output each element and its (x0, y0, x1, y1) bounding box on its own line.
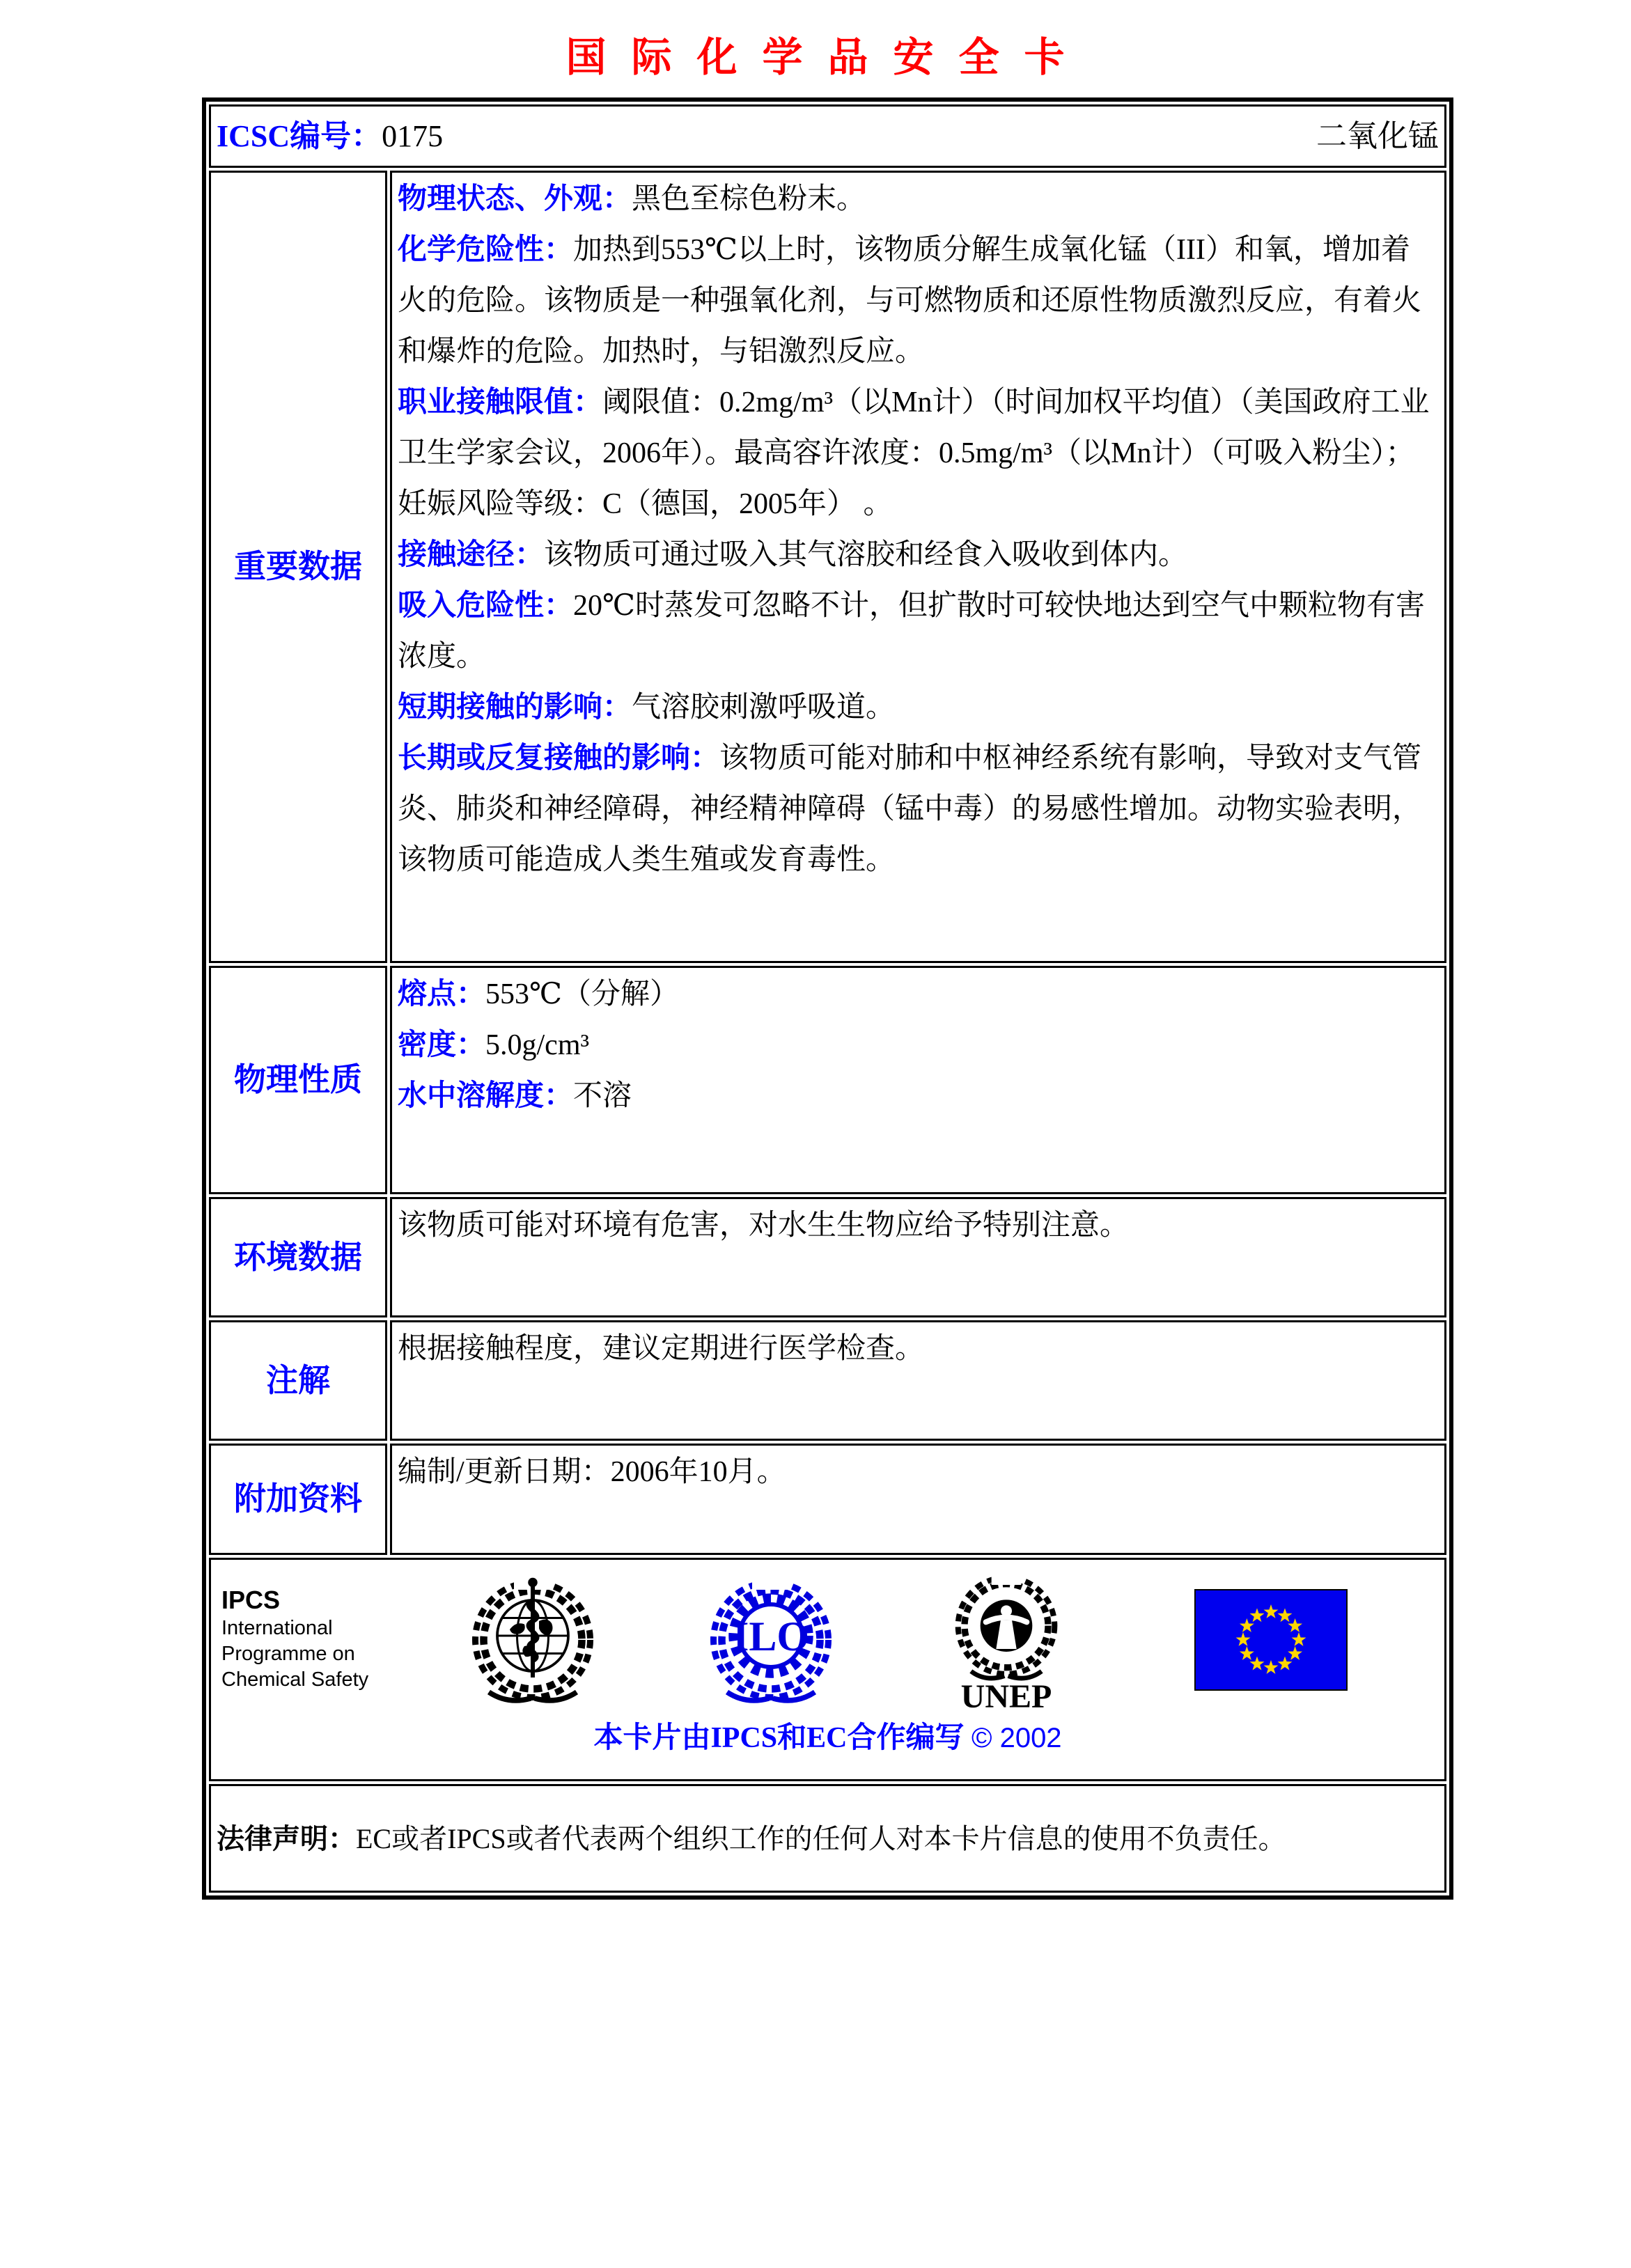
page-title: 国际化学品安全卡 (565, 35, 1090, 80)
chemical-name: 二氧化锰 (1316, 119, 1439, 153)
ilo-logo-icon (707, 1575, 835, 1705)
important-data-content (390, 171, 1446, 963)
icsc-number-label: ICSC编号： (217, 119, 382, 153)
section-label-environmental-data: 环境数据 (209, 1197, 387, 1317)
ipcs-logo-text: IPCS International Programme on Chemical Safety (221, 1586, 369, 1691)
icsc-number-value: 0175 (382, 119, 444, 153)
field-water-solubility: 水中溶解度：不溶 (398, 1080, 632, 1112)
physical-properties-content (390, 966, 1446, 1194)
cooperation-caption: 本卡片由IPCS和EC合作编写 © 2002 (593, 1722, 1062, 1754)
unep-logo-icon (951, 1574, 1062, 1713)
unep-letters: UNEP (960, 1678, 1052, 1713)
legal-row (209, 1784, 1446, 1893)
field-inhalation-risk: 吸入危险性：20℃时蒸发可忽略不计，但扩散时可较快地达到空气中颗粒物有害浓度。 (398, 590, 1426, 673)
icsc-card (202, 36, 1453, 1900)
field-long-term-effects: 长期或反复接触的影响：该物质可能对肺和中枢神经系统有影响，导致对支气管炎、肺炎和神经障碍，神经精神障碍（锰中毒）的易感性增加。动物实验表明，该物质可能造成人类生殖或发育毒性。 (398, 742, 1422, 876)
section-label-physical-properties: 物理性质 (209, 966, 387, 1194)
header-row (209, 104, 1446, 168)
notes-row (209, 1320, 1446, 1441)
legal-label: 法律声明： (217, 1823, 356, 1854)
copyright: © 2002 (971, 1723, 1062, 1753)
field-short-term-effects: 短期接触的影响：气溶胶刺激呼吸道。 (398, 691, 896, 724)
logos-row (209, 1558, 1446, 1781)
field-melting-point: 熔点：553℃（分解） (398, 978, 679, 1010)
notes-content: 根据接触程度，建议定期进行医学检查。 (390, 1320, 1446, 1441)
section-label-additional-info: 附加资料 (209, 1444, 387, 1555)
field-occupational-limits: 职业接触限值：阈限值：0.2mg/m³（以Mn计）（时间加权平均值）（美国政府工业卫生学家会议，2006年）。最高容许浓度：0.5mg/m³（以Mn计）（可吸入粉尘）；妊娠风险等级：C（德国，2005年） 。 (398, 386, 1430, 520)
icsc-number (217, 111, 443, 162)
icsc-card-table (202, 97, 1453, 1900)
eu-flag-icon (1194, 1589, 1348, 1691)
physical-properties-row (209, 966, 1446, 1194)
legal-text: EC或者IPCS或者代表两个组织工作的任何人对本卡片信息的使用不负责任。 (356, 1823, 1286, 1854)
important-data-row (209, 171, 1446, 963)
who-logo-icon (470, 1575, 595, 1705)
section-label-important-data: 重要数据 (209, 171, 387, 963)
environmental-data-row (209, 1197, 1446, 1317)
environmental-data-content: 该物质可能对环境有危害，对水生生物应给予特别注意。 (390, 1197, 1446, 1317)
additional-info-content: 编制/更新日期：2006年10月。 (390, 1444, 1446, 1555)
section-label-notes: 注解 (209, 1320, 387, 1441)
field-density: 密度：5.0g/cm³ (398, 1029, 590, 1061)
field-physical-state: 物理状态、外观：黑色至棕色粉末。 (398, 183, 866, 215)
field-exposure-routes: 接触途径：该物质可通过吸入其气溶胶和经食入吸收到体内。 (398, 539, 1188, 571)
field-chemical-danger: 化学危险性：加热到553℃以上时，该物质分解生成氧化锰（III）和氧，增加着火的危险。该物质是一种强氧化剂，与可燃物质和还原性物质激烈反应，有着火和爆炸的危险。加热时，与铝激烈反应。 (398, 234, 1422, 368)
ilo-letters: ILO (732, 1613, 810, 1659)
logo-strip (211, 1574, 1444, 1713)
additional-info-row (209, 1444, 1446, 1555)
